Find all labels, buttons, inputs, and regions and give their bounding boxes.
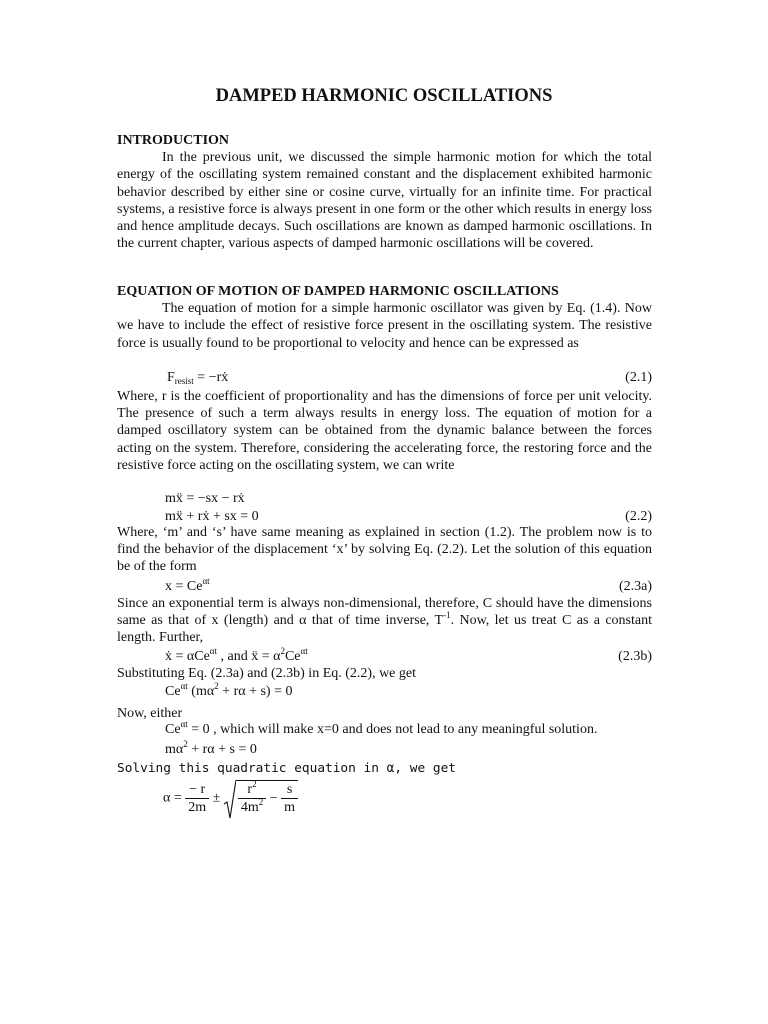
- eom-paragraph-3-block: [117, 524, 652, 576]
- solution-minus: −: [269, 790, 278, 806]
- page-title: DAMPED HARMONIC OSCILLATIONS: [215, 86, 553, 106]
- eom-paragraph-6-block: [117, 705, 652, 722]
- solution-square-root: [224, 780, 298, 816]
- solution-lhs: α =: [163, 790, 182, 806]
- solution-fraction-3: $\frac{s}{m}$: [281, 781, 298, 816]
- equation-quadratic-expression: $m\alpha^2 + r\alpha + s = 0$: [165, 739, 257, 757]
- equation-2-2-expression: mẍ + rẋ + sx = 0: [165, 509, 259, 524]
- equation-of-motion-heading: EQUATION OF MOTION OF DAMPED HARMONIC OSCILLATIONS: [117, 284, 559, 299]
- equation-2-2-number: (2.2): [625, 509, 652, 524]
- eom-paragraph-4: Since an exponential term is always non-dimensional, therefore, C should have the dimensions same as that of x (length) and α that of time inverse, $T^{-1}$. Now, let us treat C as a constant length. Further,: [117, 596, 652, 646]
- eom-paragraph-7: Solving this quadratic equation in α, we get: [117, 761, 456, 776]
- eom-paragraph-3: Where, ‘m’ and ‘s’ have same meaning as explained in section (1.2). The problem now is to find the behavior of the displacement ‘x’ by solving Eq. (2.2). Let the solution of this equation be of the form: [117, 525, 652, 575]
- equation-substituted: [117, 683, 652, 703]
- eom-paragraph-2-block: [117, 388, 652, 474]
- equation-2-1-expression: $F_{resist}$ = −rẋ: [167, 370, 229, 386]
- introduction-paragraph: In the previous unit, we discussed the simple harmonic motion for which the total energy of the oscillating system remained constant and the displacement exhibited harmonic behavior described by either sine or cosine curve, virtually for an infinite time. For practical systems, a resistive force is always present in one form or the other which results in energy loss and hence amplitude decays. Such oscillations are known as damped harmonic oscillations. In the current chapter, various aspects of damped harmonic oscillations will be covered.: [117, 150, 652, 252]
- equation-either: [117, 721, 652, 741]
- equation-2-2a-expression: mẍ = −sx − rẋ: [165, 491, 245, 506]
- introduction-section: [117, 132, 652, 252]
- solution-plus-minus: ±: [212, 790, 221, 806]
- equation-quadratic-solution: [163, 780, 298, 816]
- eom-paragraph-5-block: [117, 665, 652, 682]
- eom-paragraph-2: Where, r is the coefficient of proportionality and has the dimensions of force per unit velocity. The presence of such a term always results in energy loss. The equation of motion for a damped oscillatory system can be obtained from the dynamic balance between the forces acting on the system. Therefore, considering the accelerating force, the restoring force and the resistive force acting on the oscillating system, we can write: [117, 389, 652, 473]
- eom-paragraph-4-block: [117, 595, 652, 647]
- equation-2-2a: [117, 490, 652, 510]
- equation-of-motion-section: [117, 283, 652, 352]
- eom-paragraph-5: Substituting Eq. (2.3a) and (2.3b) in Eq. (2.2), we get: [117, 666, 417, 681]
- eom-paragraph-1: The equation of motion for a simple harmonic oscillator was given by Eq. (1.4). Now we have to include the effect of resistive force present in the oscillating system. The resistive force is usually found to be proportional to velocity and hence can be expressed as: [117, 301, 652, 351]
- introduction-heading: INTRODUCTION: [117, 133, 230, 148]
- equation-2-3b-number: (2.3b): [618, 649, 652, 664]
- equation-2-1: [117, 369, 652, 389]
- equation-2-1-number: (2.1): [625, 370, 652, 385]
- equation-2-3b-expression: ẋ = αCe$^{\alpha t}$ , and ẍ = $\alpha^2Ce^{\alpha t}$: [165, 646, 308, 664]
- equation-either-expression: $Ce^{\alpha t} = 0$ , which will make x=0 and does not lead to any meaningful solution.: [165, 719, 598, 737]
- equation-2-3a-expression: $x = Ce^{\alpha t}$: [165, 576, 210, 594]
- radical-sign-icon: [224, 780, 236, 820]
- solution-fraction-2: $\frac{r^2}{4m^2}$: [238, 781, 266, 816]
- eom-paragraph-7-block: [117, 760, 652, 777]
- solution-fraction-1: $\frac{- r}{2m}$: [185, 781, 209, 816]
- equation-substituted-expression: $Ce^{\alpha t}$ $(m\alpha^2 + r\alpha + s) = 0$: [165, 681, 293, 699]
- eom-paragraph-6: Now, either: [117, 706, 183, 721]
- equation-quadratic: [117, 741, 652, 761]
- equation-2-3a-number: (2.3a): [618, 579, 652, 594]
